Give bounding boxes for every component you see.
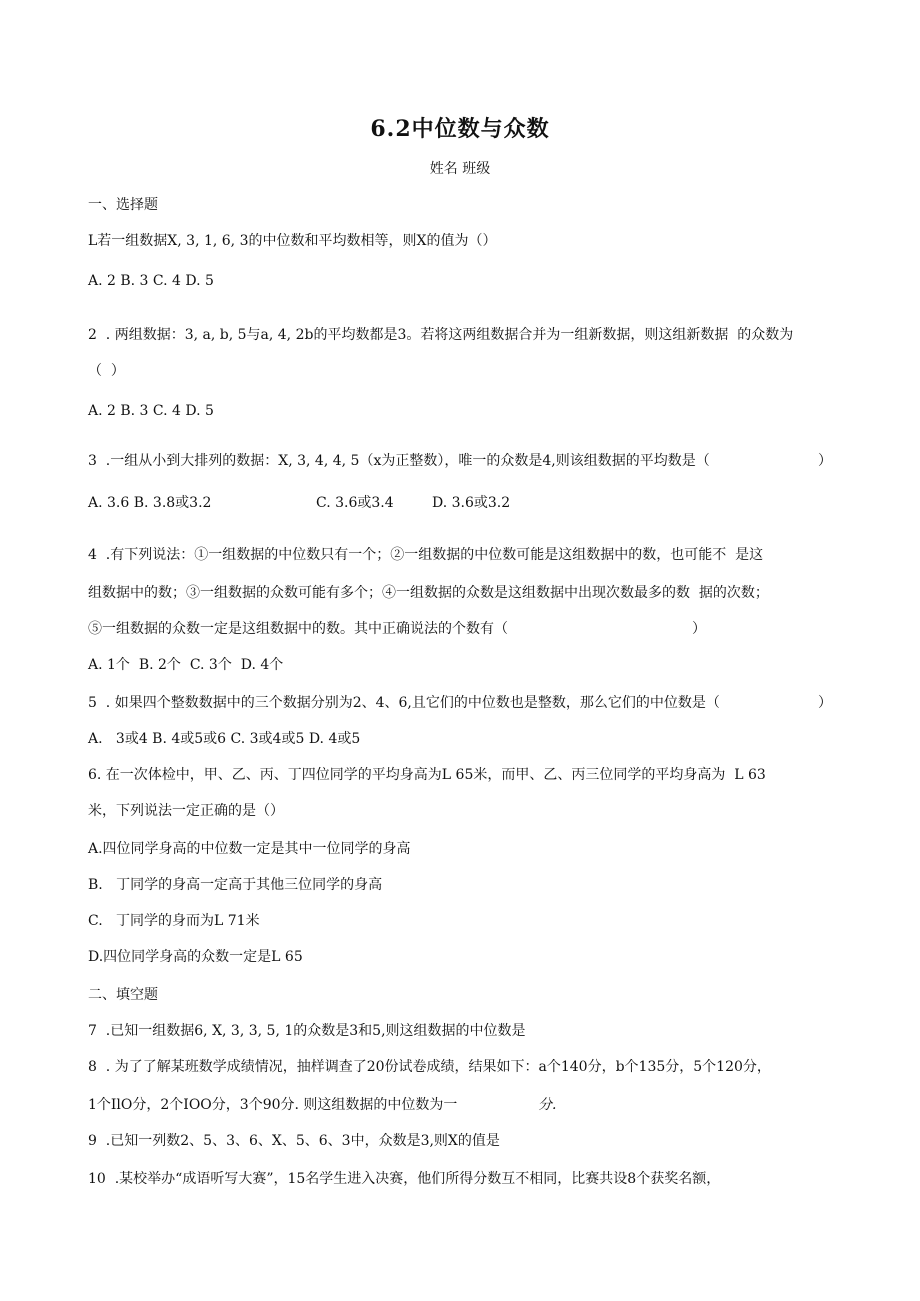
question-4-line-1: 4 .有下列说法：①一组数据的中位数只有一个；②一组数据的中位数可能是这组数据中的数，也可能不 是这 bbox=[88, 547, 764, 563]
question-5-line-1: 5 . 如果四个整数数据中的三个数据分别为2、4、6,且它们的中位数也是整数，那么它们的中位数是（ bbox=[88, 695, 720, 711]
section-heading-fill: 二、填空题 bbox=[88, 987, 158, 1003]
question-9: 9 .已知一列数2、5、3、6、X、5、6、3中，众数是3,则X的值是 bbox=[88, 1133, 500, 1149]
question-4-close-paren: ） bbox=[692, 621, 706, 637]
question-2-line-1: 2 . 两组数据：3, a, b, 5与a, 4, 2b的平均数都是3。若将这两组数据合并为一组新数据，则这组新数据 的众数为 bbox=[88, 327, 794, 343]
question-5-options: A. 3或4 B. 4或5或6 C. 3或4或5 D. 4或5 bbox=[88, 731, 361, 747]
name-class-line: 姓名 班级 bbox=[429, 161, 491, 177]
question-8-unit: 分. bbox=[538, 1097, 557, 1113]
question-4-options: A. 1个 B. 2个 C. 3个 D. 4个 bbox=[88, 657, 284, 673]
question-6-line-1: 6. 在一次体检中，甲、乙、丙、丁四位同学的平均身高为L 65米，而甲、乙、丙三位同学的平均身高为 L 63 bbox=[88, 767, 766, 783]
question-2-line-2: （ ） bbox=[88, 363, 125, 379]
question-1-options: A. 2 B. 3 C. 4 D. 5 bbox=[88, 273, 214, 289]
section-heading-choice: 一、选择题 bbox=[88, 197, 158, 213]
question-6-option-b: B. 丁同学的身高一定高于其他三位同学的身高 bbox=[88, 877, 383, 893]
question-1: L若一组数据X, 3, 1, 6, 3的中位数和平均数相等，则X的值为（） bbox=[88, 233, 497, 249]
question-3-line-1: 3 .一组从小到大排列的数据：X, 3, 4, 4, 5（x为正整数），唯一的众数是4,则该组数据的平均数是（ bbox=[88, 453, 710, 469]
page-title: 6.2中位数与众数 bbox=[370, 116, 550, 142]
question-4-line-2: 组数据中的数；③一组数据的众数可能有多个；④一组数据的众数是这组数据中出现次数最多的数 据的次数； bbox=[88, 585, 769, 601]
question-7: 7 .已知一组数据6, X, 3, 3, 5, 1的众数是3和5,则这组数据的中位数是 bbox=[88, 1023, 526, 1039]
question-4-line-3: ⑤一组数据的众数一定是这组数据中的数。其中正确说法的个数有（ bbox=[88, 621, 508, 637]
question-6-option-a: A.四位同学身高的中位数一定是其中一位同学的身高 bbox=[88, 841, 411, 857]
question-5-close-paren: ） bbox=[818, 695, 832, 711]
question-3-option-c: C. 3.6或3.4 bbox=[316, 495, 394, 511]
question-8-line-2: 1个IlO分，2个IOO分，3个90分. 则这组数据的中位数为一 bbox=[88, 1097, 458, 1113]
question-8-line-1: 8 . 为了了解某班数学成绩情况，抽样调查了20份试卷成绩，结果如下：a个140分，b个135分，5个120分， bbox=[88, 1059, 771, 1075]
question-6-line-2: 米，下列说法一定正确的是（） bbox=[88, 803, 284, 819]
question-2-options: A. 2 B. 3 C. 4 D. 5 bbox=[88, 403, 214, 419]
question-3-option-d: D. 3.6或3.2 bbox=[432, 495, 511, 511]
question-10: 10 .某校举办“成语听写大赛”，15名学生进入决赛，他们所得分数互不相同，比赛共设8个获奖名额， bbox=[88, 1171, 721, 1187]
question-3-option-ab: A. 3.6 B. 3.8或3.2 bbox=[88, 495, 212, 511]
question-6-option-c: C. 丁同学的身而为L 71米 bbox=[88, 913, 260, 929]
question-3-close-paren: ） bbox=[818, 453, 832, 469]
question-6-option-d: D.四位同学身高的众数一定是L 65 bbox=[88, 949, 303, 965]
